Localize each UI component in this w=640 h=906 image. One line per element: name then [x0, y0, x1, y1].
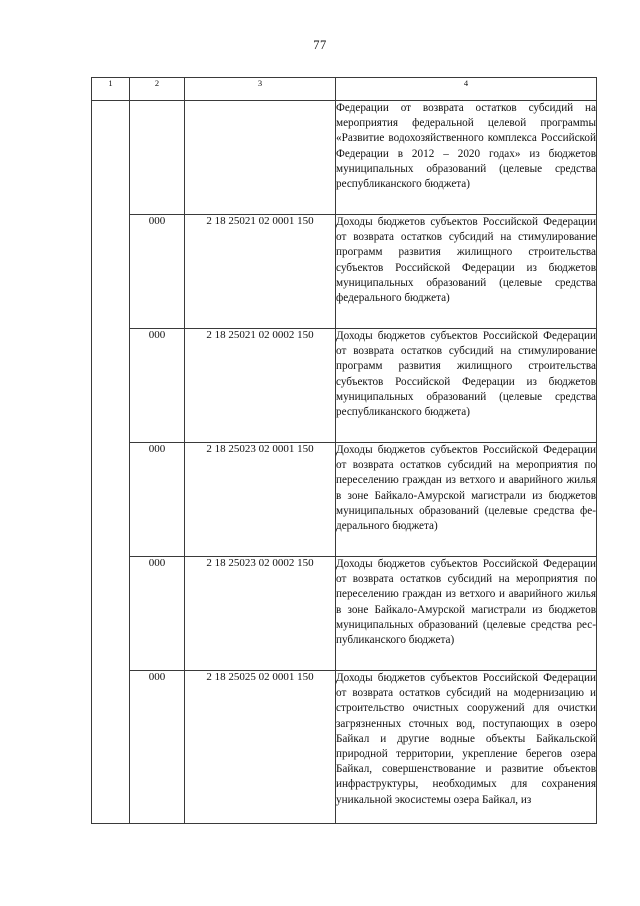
- table-row: [92, 557, 597, 671]
- table-row: [92, 443, 597, 557]
- admin-code-cell: [130, 101, 185, 215]
- table-row: [92, 215, 597, 329]
- description-cell: Доходы бюджетов субъектов Российской Федерации от возврата остатков субсидий на стимулирование программ развития жилищного строительства субъектов Российской Федерации из бюджетов муниципальных образований (целевые средства республиканского бюджета): [336, 329, 597, 443]
- classification-code-cell: 2 18 25023 02 0002 150: [185, 557, 336, 671]
- classification-code-cell: 2 18 25025 02 0001 150: [185, 671, 336, 824]
- description-cell: Доходы бюджетов субъектов Российской Федерации от возврата остатков субсидий на мероприятия по переселению граждан из ветхого и аварийного жилья в зоне Байкало-Амурской магистрали из бюджетов муниципальных образований (целевые средства республиканского бюджета): [336, 557, 597, 671]
- table-row: [92, 671, 597, 824]
- table-header-row: [92, 78, 597, 101]
- admin-code-cell: 000: [130, 443, 185, 557]
- classification-code-cell: 2 18 25021 02 0001 150: [185, 215, 336, 329]
- column-header-2: 2: [130, 78, 185, 101]
- classification-code-cell: 2 18 25021 02 0002 150: [185, 329, 336, 443]
- column-header-1: 1: [92, 78, 130, 101]
- admin-code-cell: 000: [130, 215, 185, 329]
- description-cell: Федерации от возврата остатков субсидий на мероприятия федеральной целевой програмmы «Развитие водохозяйственного комплекса Российской Федерации в 2012 – 2020 годах» из бюджетов муниципальных образований (целевые средства республиканского бюджета): [336, 101, 597, 215]
- empty-cell: [92, 101, 130, 824]
- table-row: [92, 101, 597, 215]
- admin-code-cell: 000: [130, 671, 185, 824]
- column-header-3: 3: [185, 78, 336, 101]
- admin-code-cell: 000: [130, 557, 185, 671]
- budget-classification-table: [91, 77, 597, 824]
- table-row: [92, 329, 597, 443]
- description-cell: Доходы бюджетов субъектов Российской Федерации от возврата остатков субсидий на стимулирование программ развития жилищного строительства субъектов Российской Федерации из бюджетов муниципальных образований (целевые средства федерального бюджета): [336, 215, 597, 329]
- admin-code-cell: 000: [130, 329, 185, 443]
- page-number: 77: [313, 38, 327, 52]
- classification-code-cell: [185, 101, 336, 215]
- classification-code-cell: 2 18 25023 02 0001 150: [185, 443, 336, 557]
- description-cell: Доходы бюджетов субъектов Российской Федерации от возврата остатков субсидий на мероприятия по переселению граждан из ветхого и аварийного жилья в зоне Байкало-Амурской магистрали из бюджетов муниципальных образований (целевые средства федерального бюджета): [336, 443, 597, 557]
- description-cell: Доходы бюджетов субъектов Российской Федерации от возврата остатков субсидий на модернизацию и строительство очистных сооружений для очистки загрязненных сточных вод, поступающих в озеро Байкал и другие водные объекты Байкальской природной территории, укрепление берегов озера Байкал, совершенствование и развитие объектов инфраструктуры, необходимых для сохранения уникальной экосистемы озера Байкал, из: [336, 671, 597, 824]
- column-header-4: 4: [336, 78, 597, 101]
